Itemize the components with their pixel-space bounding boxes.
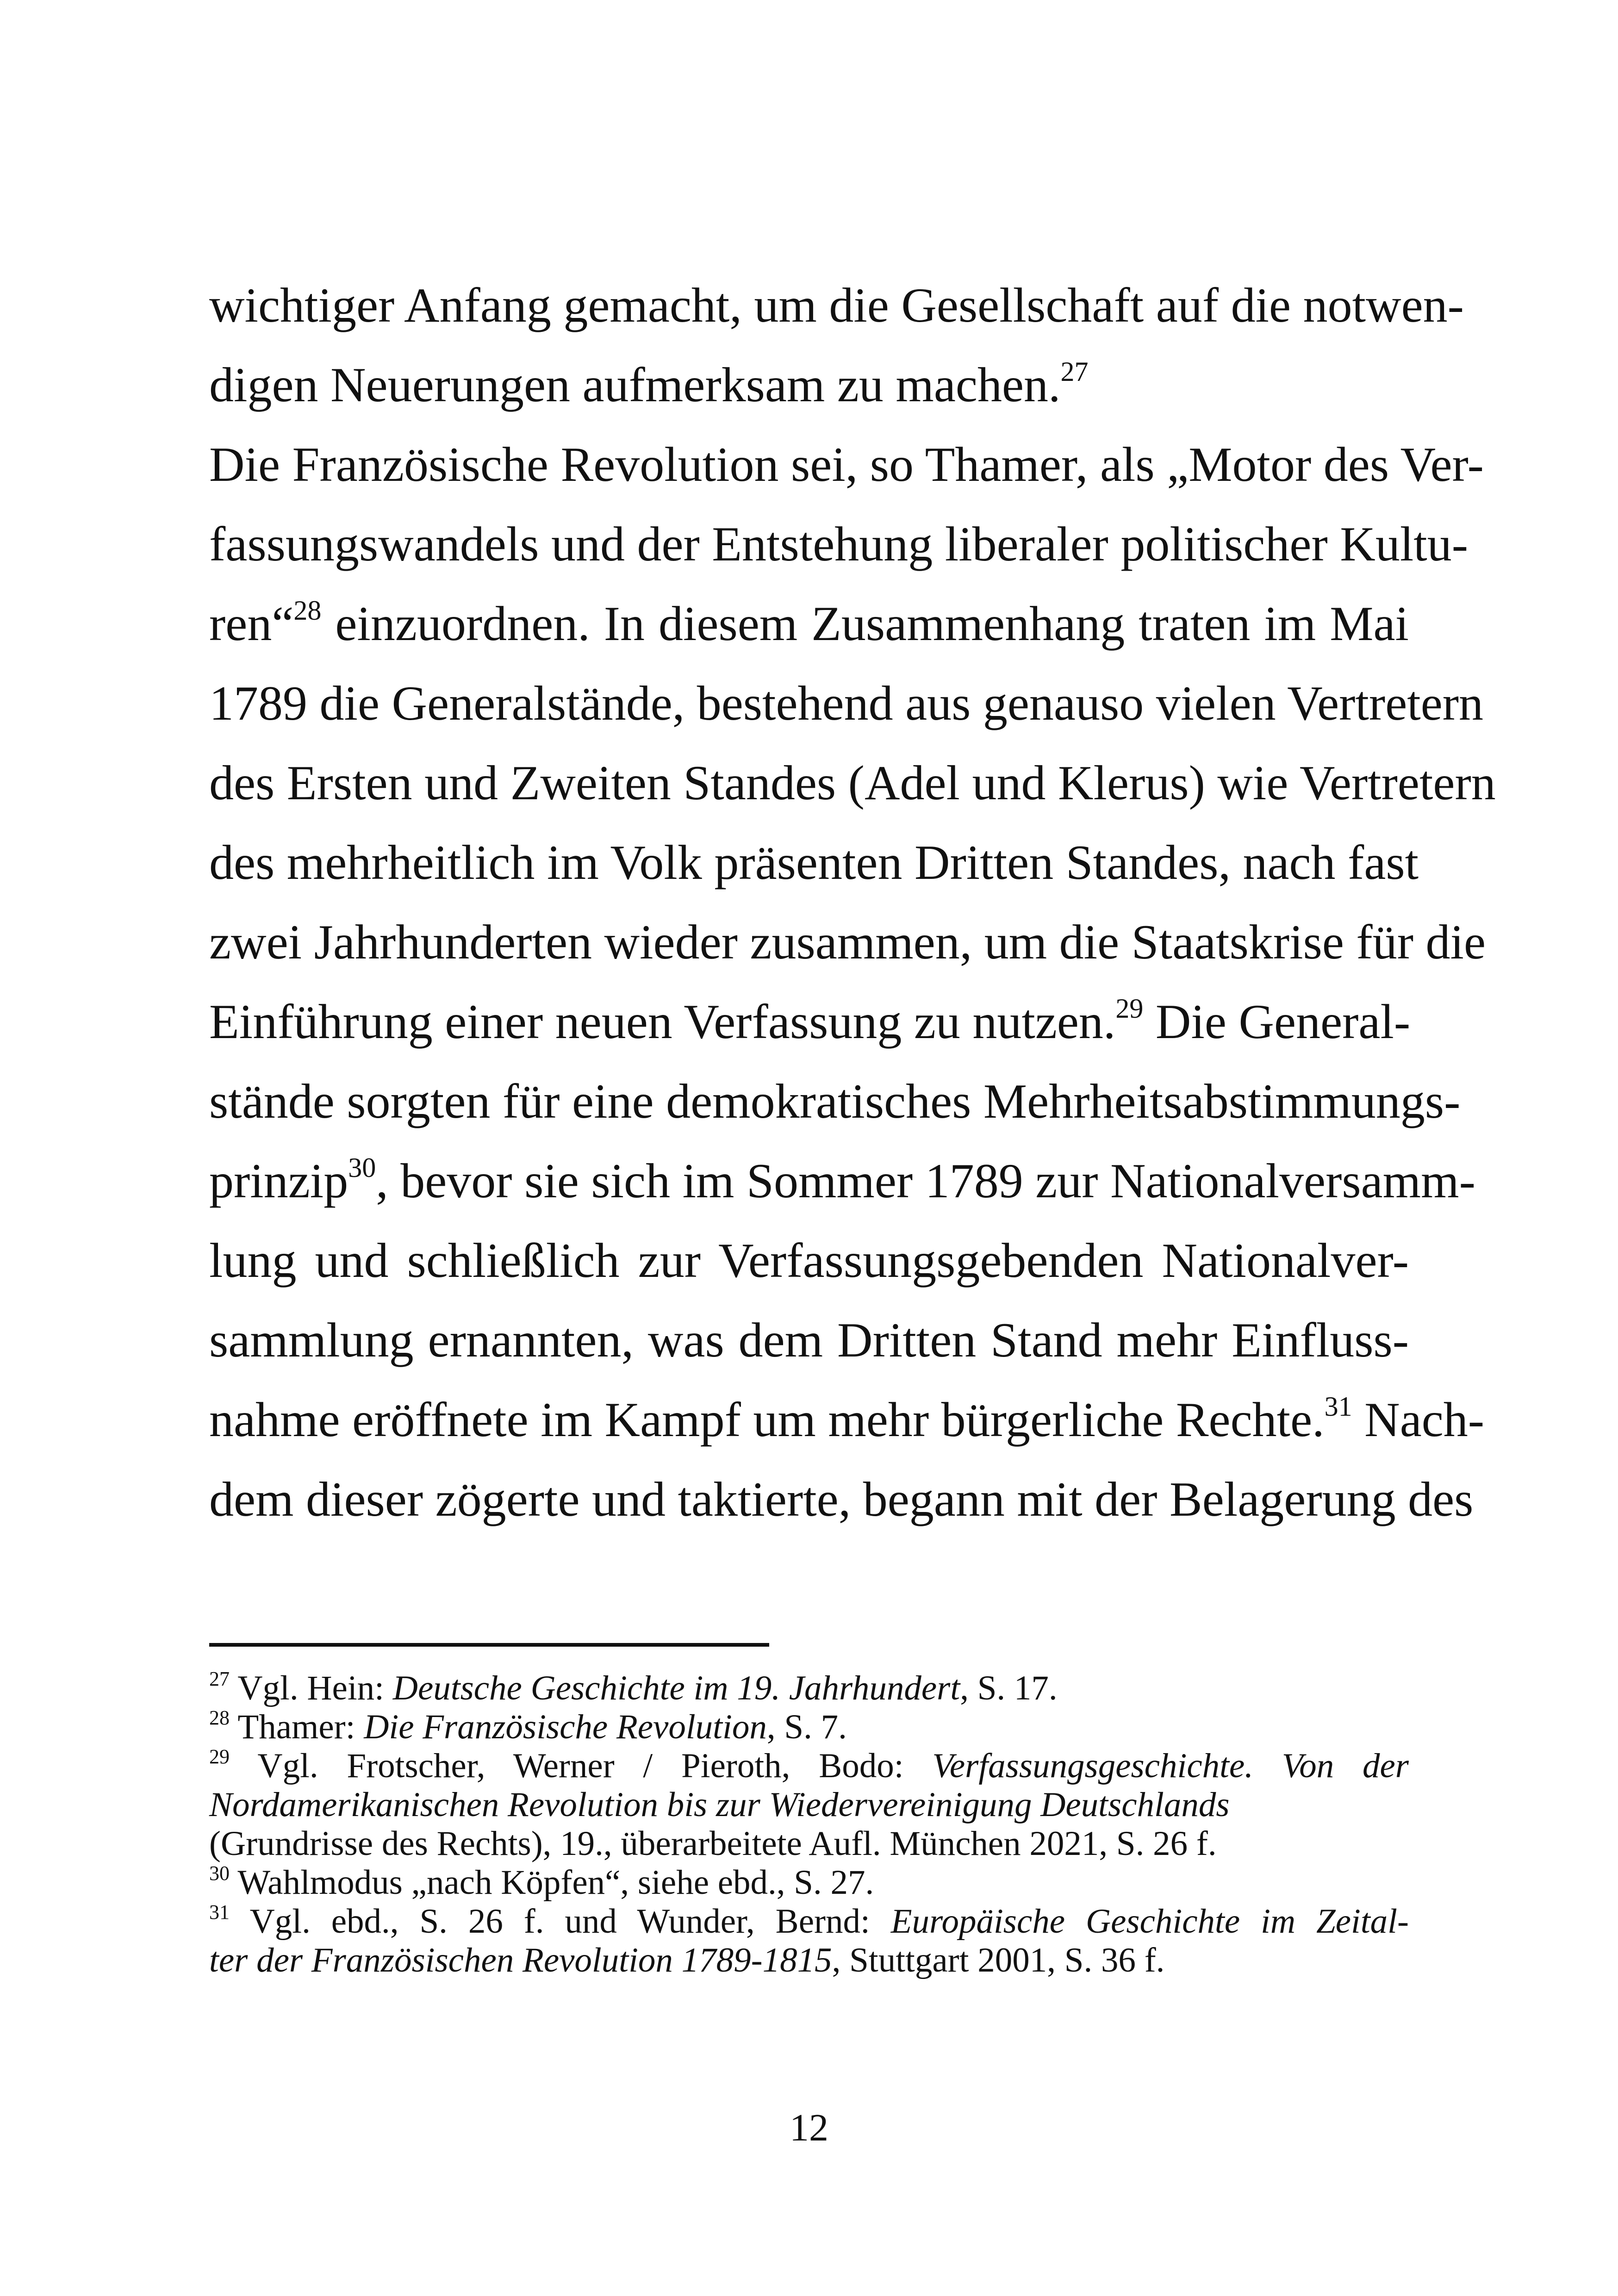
body-line: zwei Jahrhunderten wieder zusammen, um die Staatskrise für die xyxy=(209,915,1486,969)
body-line: 1789 die Generalstände, bestehend aus genauso vielen Vertretern xyxy=(209,676,1484,730)
body-line: sammlung ernannten, was dem Dritten Stand mehr Einfluss- xyxy=(209,1313,1409,1367)
page-number: 12 xyxy=(790,2106,828,2149)
footnote-line: $^{27}$ Vgl. Hein: Deutsche Geschichte im 19. Jahrhundert, S. 17. xyxy=(209,1668,1058,1707)
footnote-separator xyxy=(209,1643,769,1647)
footnote-ref: 31 xyxy=(1324,1391,1352,1422)
body-line: digen Neuerungen aufmerksam zu machen.$^{27}$ xyxy=(209,356,1089,412)
footnote-line: $^{30}$ Wahlmodus „nach Köpfen“, siehe ebd., S. 27. xyxy=(209,1862,874,1902)
body-line: dem dieser zögerte und taktierte, begann mit der Belagerung des xyxy=(209,1472,1474,1526)
body-line: Einführung einer neuen Verfassung zu nutzen.$^{29}$ Die General- xyxy=(209,993,1411,1049)
body-line: des Ersten und Zweiten Standes (Adel und Klerus) wie Vertretern xyxy=(209,756,1496,810)
footnote-line: $^{31}$ Vgl. ebd., S. 26 f. und Wunder, Bernd: Europäische Geschichte im Zeital- xyxy=(209,1901,1409,1941)
body-line: ren“$^{28}$ einzuordnen. In diesem Zusammenhang traten im Mai xyxy=(209,595,1409,651)
footnote-ref: 28 xyxy=(293,595,322,626)
footnote-line: Nordamerikanischen Revolution bis zur Wiedervereinigung Deutschlands xyxy=(209,1786,1230,1824)
footnote-line: $^{28}$ Thamer: Die Französische Revolution, S. 7. xyxy=(209,1706,847,1746)
body-line: des mehrheitlich im Volk präsenten Dritten Standes, nach fast xyxy=(209,835,1419,890)
body-line: Die Französische Revolution sei, so Thamer, als „Motor des Ver- xyxy=(209,437,1484,492)
footnote-line: $^{29}$ Vgl. Frotscher, Werner / Pieroth, Bodo: Verfassungsgeschichte. Von der xyxy=(209,1745,1409,1785)
footnote-line: ter der Französischen Revolution 1789-1815, Stuttgart 2001, S. 36 f. xyxy=(209,1941,1165,1979)
footnote-ref: 27 xyxy=(1060,356,1089,387)
footnote-ref: 30 xyxy=(348,1152,376,1183)
body-line: wichtiger Anfang gemacht, um die Gesellschaft auf die notwen- xyxy=(209,278,1464,332)
footnote-ref: 29 xyxy=(1115,993,1144,1024)
body-line: prinzip$^{30}$, bevor sie sich im Sommer 1789 zur Nationalversamm- xyxy=(209,1152,1475,1208)
body-line: stände sorgten für eine demokratisches Mehrheitsabstimmungs- xyxy=(209,1074,1461,1128)
footnote-line: (Grundrisse des Rechts), 19., überarbeitete Aufl. München 2021, S. 26 f. xyxy=(209,1824,1217,1863)
body-line: fassungswandels und der Entstehung liberaler politischer Kultu- xyxy=(209,517,1469,571)
body-line: lung und schließlich zur Verfassungsgebenden Nationalver- xyxy=(209,1233,1409,1288)
body-line: nahme eröffnete im Kampf um mehr bürgerliche Rechte.$^{31}$ Nach- xyxy=(209,1391,1485,1447)
